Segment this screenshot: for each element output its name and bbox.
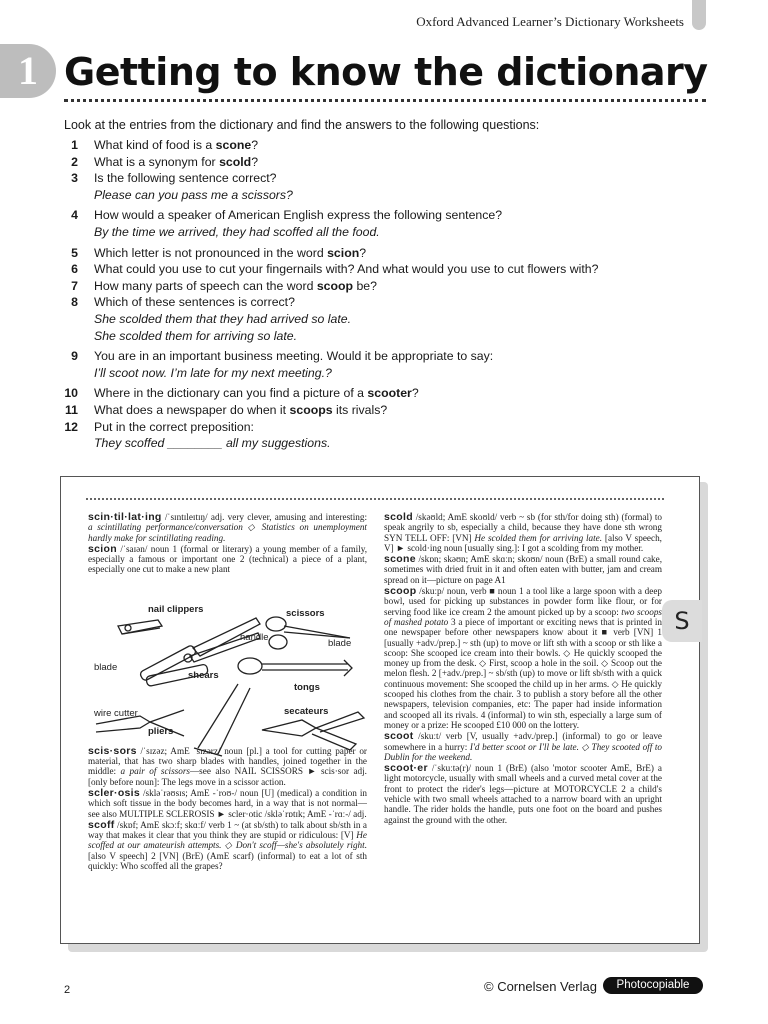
- unit-number: 1: [18, 48, 38, 93]
- dictionary-entry: [384, 763, 662, 825]
- question-number: 8: [71, 295, 78, 310]
- question-item: [64, 278, 704, 295]
- question-number: 2: [71, 154, 78, 169]
- question-keyword: scooter: [367, 386, 412, 401]
- question-item: [64, 348, 704, 381]
- question-text: Put in the correct preposition:: [94, 419, 254, 434]
- entry-headword: scoot: [384, 730, 414, 743]
- question-text-end: be?: [353, 278, 377, 293]
- tongs-drawing: [238, 658, 352, 676]
- entry-definition: /skuːt/ verb [V, usually +adv./prep.] (informal) to go or leave somewhere in a hurry:: [384, 731, 662, 752]
- cutting-tools-illustration: [88, 598, 370, 766]
- dictionary-entry: [88, 544, 367, 575]
- question-number: 1: [71, 138, 78, 152]
- dictionary-top-dotted-rule: [86, 498, 664, 500]
- entry-definition: /skəʊld; AmE skoʊld/ verb ~ sb (for sth/for doing sth) (formal) to speak angrily to sb, especially a child, because they have done sth wrong SYN TELL OFF: [VN]: [384, 512, 662, 543]
- question-text: Which of these sentences is correct?: [94, 295, 295, 310]
- question-text-end: its rivals?: [332, 402, 388, 417]
- label-wire-cutter: wire cutter: [94, 708, 138, 719]
- entry-example: He scoffed at our amateurish attempts. ◇ Don't scoff—she's absolutely right.: [88, 830, 367, 851]
- entry-example: I'd better scoot or I'll be late. ◇ They scooted off to Dublin for the weekend.: [384, 741, 663, 762]
- label-pliers: pliers: [148, 726, 174, 737]
- page-title: Getting to know the dictionary: [64, 50, 708, 94]
- label-shears: shears: [188, 670, 219, 681]
- label-nail-clippers: nail clippers: [148, 604, 204, 615]
- question-keyword: scoop: [316, 278, 354, 293]
- dictionary-entry: [384, 512, 662, 553]
- page-number: 2: [64, 984, 71, 996]
- question-example-sentence: Please can you pass me a scissors?: [94, 187, 293, 202]
- question-text: What is a synonym for: [94, 154, 220, 169]
- entry-headword: scold: [384, 511, 413, 523]
- dictionary-entry: [88, 512, 367, 543]
- question-text: Where in the dictionary can you find a picture of a: [94, 386, 368, 401]
- entry-continuation: 3 a piece of important or exciting news that is printed in one newspaper before other newspapers know about it ■ verb [VN] 1 [usually +adv./prep.] ~ sth (up) to move or lift sth with a scoop or sth like a scoop: She scooped ice cream into their bowls. ◇ He quickly scooped the money up from the desk. ◇ First, scoop a hole in the soil. ◇ Scoop out the melon flesh. 2 [+adv./prep.] ~ sb/sth (up) to move or lift sb/sth with a quick continuous movement: She scooped the child up in her arms. ◇ He quickly scooped his clothes from the chair. 3 to publish a story before all the other newspapers, television companies, etc: The paper had inside information and scooped all its rivals. 4 (informal) to win sth, especially a large sum of money or a prize: He scooped £10 000 on the lottery.: [384, 616, 662, 730]
- dictionary-entry: [384, 586, 662, 730]
- label-tongs: tongs: [294, 682, 320, 693]
- entry-definition: /ˈsaɪən/ noun 1 (formal or literary) a young member of a family, especially a famous or important one 2 (technical) a piece of a plant, especially one cut to make a new plant: [88, 543, 367, 575]
- entry-headword: scis·sors: [88, 744, 137, 757]
- label-blade-scissors: blade: [328, 638, 352, 649]
- question-number: 3: [71, 171, 78, 186]
- question-text-end: ?: [251, 154, 259, 169]
- question-item: [64, 137, 704, 154]
- question-item: [64, 207, 704, 240]
- question-number: 5: [71, 245, 78, 260]
- label-secateurs: secateurs: [284, 706, 329, 717]
- question-number: 6: [71, 262, 78, 277]
- question-number: 9: [71, 349, 78, 364]
- entry-definition: /skləˈrəʊsɪs; AmE -ˈroʊ-/ noun [U] (medical) a condition in which soft tissue in the body becomes hard, in a way that is not normal—see also MULTIPLE SCLEROSIS ► scler·otic /skləˈrɒtɪk; AmE -ˈrɑː-/ adj.: [88, 787, 367, 819]
- instructions-text: Look at the entries from the dictionary and find the answers to the following questions:: [64, 118, 540, 132]
- question-item: [64, 385, 704, 402]
- entry-headword: scion: [88, 542, 117, 555]
- question-item: [64, 245, 704, 262]
- entry-definition: /ˈskuːtə(r)/ noun 1 (BrE) (also 'motor scooter AmE, BrE) a light motorcycle, usually with small wheels and a curved metal cover at the front to protect the rider's legs—picture at MOTORCYCLE 2 a child's vehicle with two small wheels attached to a narrow board with an upright handle. The rider holds the handle, puts one foot on the board and pushes against the ground with the other.: [384, 763, 662, 825]
- dictionary-right-column: [384, 512, 662, 826]
- question-text-end: ?: [411, 386, 419, 401]
- question-number: 12: [64, 419, 78, 434]
- question-item: [64, 419, 704, 452]
- question-text: You are in an important business meeting. Would it be appropriate to say:: [94, 349, 494, 364]
- entry-example: a scintillating performance/conversation ◇ Statistics on unemployment hardly make for scintillating reading.: [88, 522, 367, 543]
- worksheet-series-title: Oxford Advanced Learner’s Dictionary Worksheets: [416, 14, 684, 29]
- entry-definition: /ˈsɪzəz; AmE ˈsɪzərz/ noun [pl.] a tool for cutting paper or material, that has two sharp blades with handles, joined together in the middle:: [88, 745, 367, 777]
- dictionary-entry: [384, 554, 662, 585]
- entry-headword: scone: [384, 553, 416, 566]
- question-keyword: scone: [215, 138, 252, 152]
- question-example-sentence: She scolded them that they had arrived so late.: [94, 311, 352, 326]
- entry-headword: scler·osis: [88, 786, 141, 799]
- question-item: [64, 154, 704, 171]
- question-item: [64, 261, 704, 278]
- entry-continuation: [also V speech] 2 [VN] (BrE) (AmE scarf) (informal) to eat a lot of sth quickly: Who scoffed all the grapes?: [88, 850, 367, 872]
- question-example-sentence: I’ll scoot now. I’m late for my next meeting.?: [94, 365, 332, 380]
- title-dotted-rule: [64, 99, 706, 102]
- dictionary-entry: [88, 820, 367, 871]
- entry-example: He scolded them for arriving late.: [474, 532, 603, 543]
- question-example-sentence: They scoffed ________ all my suggestions.: [94, 436, 331, 451]
- entry-headword: scoff: [88, 818, 115, 831]
- secateurs-drawing: [262, 712, 364, 750]
- question-number: 7: [71, 278, 78, 293]
- nail-clippers-drawing: [118, 620, 162, 634]
- question-number: 11: [65, 402, 78, 417]
- question-list: [64, 137, 704, 452]
- question-text: Which letter is not pronounced in the word: [94, 245, 328, 260]
- entry-definition: /ˈsɪntɪleɪtɪŋ/ adj. very clever, amusing and interesting:: [161, 512, 367, 522]
- header-tab-decoration: [692, 0, 706, 30]
- shears-handles: [194, 684, 250, 756]
- entry-continuation: [also V speech, V] ► scold·ing noun [usually sing.]: I got a scolding from my mother.: [384, 532, 662, 553]
- question-text: What could you use to cut your fingernails with? And what would you use to cut flowers with?: [94, 262, 599, 277]
- question-text: How many parts of speech can the word: [94, 278, 317, 293]
- question-text-end: ?: [251, 138, 259, 152]
- question-example-sentence: By the time we arrived, they had scoffed all the food.: [94, 224, 380, 239]
- question-keyword: scoops: [289, 402, 333, 417]
- question-number: 4: [71, 208, 78, 223]
- question-item: [64, 170, 704, 203]
- entry-headword: scoop: [384, 585, 417, 598]
- entry-example: a pair of scissors: [120, 766, 190, 777]
- question-text: What does a newspaper do when it: [94, 402, 290, 417]
- section-letter-tab: S: [662, 600, 702, 642]
- question-keyword: scold: [219, 154, 252, 169]
- label-scissors: scissors: [286, 608, 325, 619]
- label-blade-shears: blade: [94, 662, 118, 673]
- question-number: 10: [64, 386, 78, 401]
- entry-headword: scin·til·lat·ing: [88, 511, 162, 523]
- dictionary-entry: [384, 731, 662, 762]
- question-text-end: ?: [359, 245, 367, 260]
- entry-example: two scoops of mashed potato: [384, 606, 662, 627]
- tools-drawing: [88, 598, 370, 766]
- entry-definition: /skuːp/ noun, verb ■ noun 1 a tool like a large spoon with a deep bowl, used for picking up substances in powder form like flour, or for serving food like ice cream 2 the amount picked up by a scoop:: [384, 586, 662, 617]
- question-keyword: scion: [327, 245, 360, 260]
- entry-definition: /skɒf; AmE skɔːf; skɑːf/ verb 1 ~ (at sb/sth) to talk about sb/sth in a way that makes it clear that you think they are stupid or ridiculous: [V]: [88, 819, 367, 841]
- publisher-copyright: © Cornelsen Verlag: [484, 979, 597, 994]
- entry-continuation: —see also NAIL SCISSORS ► scis·sor adj. [only before noun]: The legs move in a scissor action.: [88, 766, 367, 787]
- dictionary-entry: [88, 788, 367, 819]
- entry-headword: scoot·er: [384, 762, 428, 775]
- question-example-sentence: She scolded them for arriving so late.: [94, 328, 298, 343]
- question-text: How would a speaker of American English express the following sentence?: [94, 208, 503, 223]
- entry-definition: /skɒn; skəʊn; AmE skɑːn; skoʊn/ noun (BrE) a small round cake, sometimes with dried fruit in it and often eaten with butter, jam and cream spread on it—picture on page A1: [384, 554, 662, 585]
- question-text: What kind of food is a: [94, 138, 216, 152]
- label-handle: handle: [240, 632, 269, 643]
- question-item: [64, 294, 704, 344]
- question-text: Is the following sentence correct?: [94, 171, 277, 186]
- question-item: [64, 402, 704, 419]
- photocopiable-badge: Photocopiable: [603, 977, 703, 994]
